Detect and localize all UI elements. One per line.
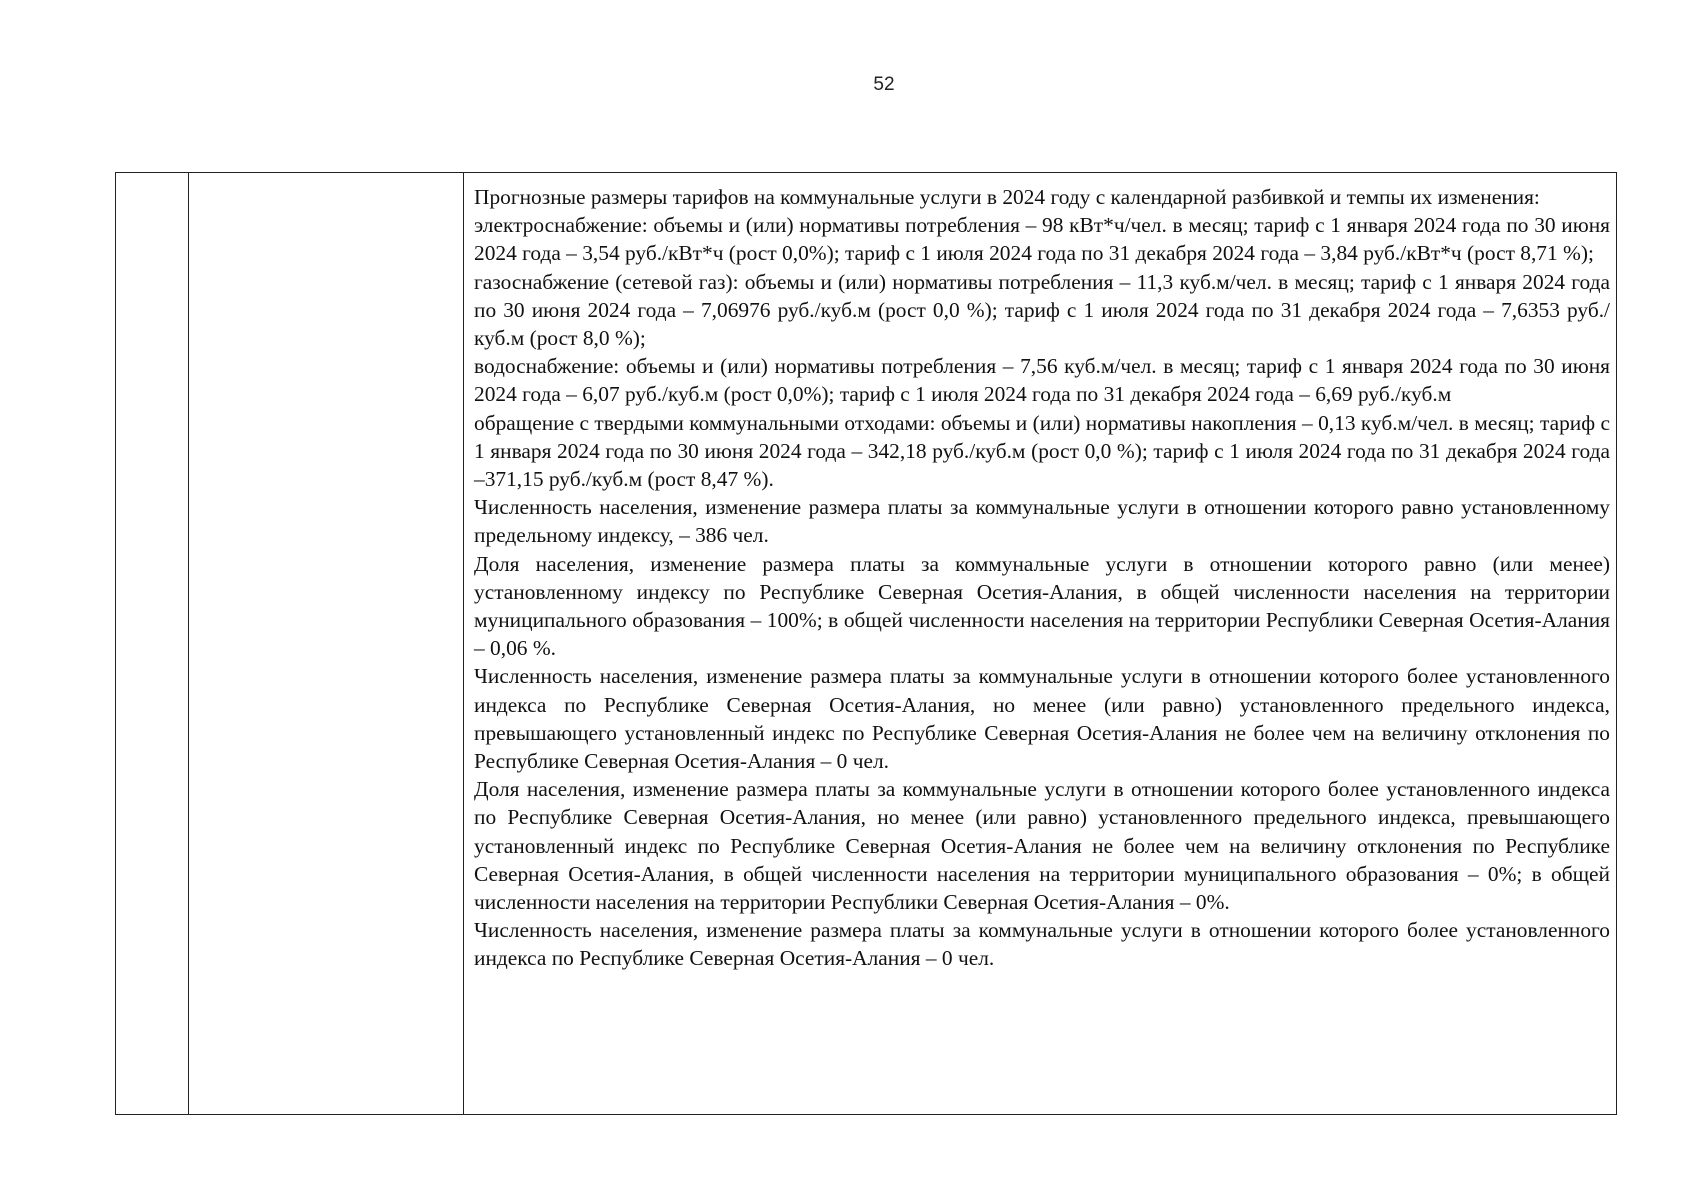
paragraph-solid-waste: обращение с твердыми коммунальными отходами: объемы и (или) нормативы накопления – 0,13 куб.м/чел. в месяц; тариф с 1 января 2024 года по 30 июня 2024 года – 342,18 руб./куб.м (рост 0,0 %); тариф с 1 июля 2024 года по 31 декабря 2024 года –371,15 руб./куб.м (рост 8,47 %). [474,410,1610,492]
paragraph-share-equal-or-less: Доля населения, изменение размера платы за коммунальные услуги в отношении которого равно (или менее) установленному индексу по Республике Северная Осетия-Алания, в общей численности населения на территории муниципального образования – 100%; в общей численности населения на территории Республики Северная Осетия-Алания – 0,06 %. [474,551,1610,661]
paragraph-electricity: электроснабжение: объемы и (или) нормативы потребления – 98 кВт*ч/чел. в месяц; тариф с 1 января 2024 года по 30 июня 2024 года – 3,54 руб./кВт*ч (рост 0,0%); тариф с 1 июля 2024 года по 31 декабря 2024 года – 3,84 руб./кВт*ч (рост 8,71 %); [474,213,1610,266]
table-cell-content [464,173,1617,1115]
paragraph-population-between-indices: Численность населения, изменение размера платы за коммунальные услуги в отношении которого более установленного индекса по Республике Северная Осетия-Алания, но менее (или равно) установленного предельного индекса, превышающего установленный индекс по Республике Северная Осетия-Алания не более чем на величину отклонения по Республике Северная Осетия-Алания – 0 чел. [474,664,1610,774]
paragraph-gas: газоснабжение (сетевой газ): объемы и (или) нормативы потребления – 11,3 куб.м/чел. в месяц; тариф с 1 января 2024 года по 30 июня 2024 года – 7,06976 руб./куб.м (рост 0,0 %); тариф с 1 июля 2024 года по 31 декабря 2024 года – 7,6353 руб./куб.м (рост 8,0 %); [474,269,1610,351]
paragraph-share-between-indices: Доля населения, изменение размера платы за коммунальные услуги в отношении которого более установленного индекса по Республике Северная Осетия-Алания, но менее (или равно) установленного предельного индекса, превышающего установленный индекс по Республике Северная Осетия-Алания не более чем на величину отклонения по Республике Северная Осетия-Алания, в общей численности населения на территории муниципального образования – 0%; в общей численности населения на территории Республики Северная Осетия-Алания – 0%. [474,777,1610,915]
content-text [474,183,1610,973]
paragraph-population-above-index: Численность населения, изменение размера платы за коммунальные услуги в отношении которого более установленного индекса по Республике Северная Осетия-Алания – 0 чел. [474,918,1610,971]
paragraph-water: водоснабжение: объемы и (или) нормативы потребления – 7,56 куб.м/чел. в месяц; тариф с 1 января 2024 года по 30 июня 2024 года – 6,07 руб./куб.м (рост 0,0%); тариф с 1 июля 2024 года по 31 декабря 2024 года – 6,69 руб./куб.м [474,354,1610,407]
paragraph-population-limit-index: Численность населения, изменение размера платы за коммунальные услуги в отношении которого равно установленному предельному индексу, – 386 чел. [474,495,1610,548]
paragraph-tariffs-intro: Прогнозные размеры тарифов на коммунальные услуги в 2024 году с календарной разбивкой и темпы их изменения: [474,185,1540,209]
table-cell-number [116,173,189,1115]
table-cell-name [189,173,464,1115]
table-row [116,173,1617,1115]
page-number: 52 [873,74,895,95]
document-table [115,172,1617,1115]
